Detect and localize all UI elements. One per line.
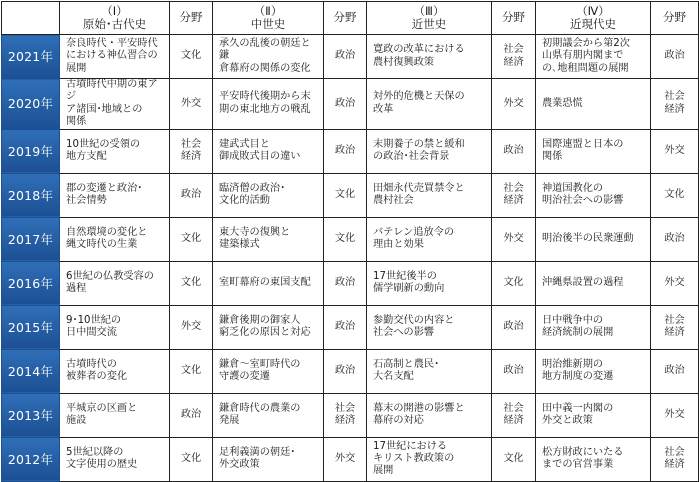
topic-cell-era-3: 参勤交代の内容と 社会への影響	[367, 305, 492, 349]
header-era-2-number: （Ⅱ）	[253, 3, 283, 18]
topic-cell-era-1: 古墳時代の 被葬者の変化	[60, 349, 170, 393]
table-header	[2, 2, 699, 35]
header-era-4-name: 近現代史	[570, 17, 616, 31]
year-cell: 2020年	[2, 79, 60, 130]
table-row	[2, 35, 699, 79]
field-cell-era-1: 文化	[170, 349, 213, 393]
topic-cell-era-4: 神道国教化の 明治社会への影響	[536, 173, 651, 217]
field-cell-era-3: 政治	[492, 129, 536, 173]
topic-cell-era-4: 明治後半の民衆運動	[536, 217, 651, 261]
header-field-2: 分野	[324, 2, 367, 35]
field-cell-era-1: 政治	[170, 173, 213, 217]
topic-cell-era-1: 10世紀の受領の 地方支配	[60, 129, 170, 173]
field-cell-era-1: 文化	[170, 437, 213, 481]
header-era-4-number: （Ⅳ）	[576, 3, 610, 18]
field-cell-era-1: 外交	[170, 79, 213, 130]
field-cell-era-1: 文化	[170, 35, 213, 79]
topic-cell-era-3: 17世紀後半の 儒学刷新の動向	[367, 261, 492, 305]
topic-cell-era-4: 沖縄県設置の過程	[536, 261, 651, 305]
field-cell-era-2: 文化	[324, 217, 367, 261]
topic-cell-era-4: 明治維新期の 地方制度の変遷	[536, 349, 651, 393]
header-corner-cell	[2, 2, 60, 35]
header-field-4: 分野	[651, 2, 699, 35]
exam-topics-table	[1, 1, 699, 482]
topic-cell-era-2: 足利義満の朝廷･ 外交政策	[213, 437, 324, 481]
header-era-1-name: 原始･古代史	[82, 17, 147, 31]
field-cell-era-1: 社会 経済	[170, 129, 213, 173]
topic-cell-era-3: 幕末の開港の影響と 幕府の対応	[367, 393, 492, 437]
header-row	[2, 2, 699, 35]
year-cell: 2013年	[2, 393, 60, 437]
topic-cell-era-2: 建武式目と 御成敗式目の違い	[213, 129, 324, 173]
header-era-1-number: （Ⅰ）	[101, 3, 128, 18]
year-cell: 2012年	[2, 437, 60, 481]
table-row	[2, 305, 699, 349]
topic-cell-era-1: 奈良時代・平安時代 における神仏習合の 展開	[60, 35, 170, 79]
field-cell-era-2: 外交	[324, 437, 367, 481]
field-cell-era-1: 外交	[170, 305, 213, 349]
topic-cell-era-2: 平安時代後期から末 期の東北地方の戦乱	[213, 79, 324, 130]
topic-cell-era-2: 東大寺の復興と 建築様式	[213, 217, 324, 261]
field-cell-era-1: 文化	[170, 217, 213, 261]
header-field-3: 分野	[492, 2, 536, 35]
field-cell-era-2: 社会 経済	[324, 393, 367, 437]
field-cell-era-3: 社会 経済	[492, 35, 536, 79]
field-cell-era-3: 外交	[492, 79, 536, 130]
field-cell-era-4: 社会 経済	[651, 79, 699, 130]
topic-cell-era-4: 日中戦争中の 経済統制の展開	[536, 305, 651, 349]
topic-cell-era-1: 自然環境の変化と 縄文時代の生業	[60, 217, 170, 261]
header-era-1	[60, 2, 170, 35]
header-era-4	[536, 2, 651, 35]
table-row	[2, 79, 699, 130]
topic-cell-era-2: 臨済僧の政治･ 文化的活動	[213, 173, 324, 217]
field-cell-era-1: 政治	[170, 393, 213, 437]
topic-cell-era-1: 古墳時代中期の東アジ ア諸国･地域との 関係	[60, 79, 170, 130]
year-cell: 2021年	[2, 35, 60, 79]
topic-cell-era-1: 5世紀以降の 文字使用の歴史	[60, 437, 170, 481]
topic-cell-era-1: 6世紀の仏教受容の 過程	[60, 261, 170, 305]
year-cell: 2014年	[2, 349, 60, 393]
field-cell-era-2: 政治	[324, 261, 367, 305]
field-cell-era-4: 社会 経済	[651, 437, 699, 481]
topic-cell-era-3: 寛政の改革における 農村復興政策	[367, 35, 492, 79]
field-cell-era-3: 文化	[492, 437, 536, 481]
field-cell-era-2: 政治	[324, 349, 367, 393]
field-cell-era-4: 外交	[651, 129, 699, 173]
table-row	[2, 261, 699, 305]
topic-cell-era-1: 平城京の区画と 施設	[60, 393, 170, 437]
topic-cell-era-3: バテレン追放令の 理由と効果	[367, 217, 492, 261]
topic-cell-era-3: 対外的危機と天保の 改革	[367, 79, 492, 130]
header-era-2-name: 中世史	[250, 17, 286, 31]
topic-cell-era-3: 石高制と農民･ 大名支配	[367, 349, 492, 393]
field-cell-era-4: 社会 経済	[651, 305, 699, 349]
field-cell-era-1: 文化	[170, 261, 213, 305]
topic-cell-era-2: 室町幕府の東国支配	[213, 261, 324, 305]
topic-cell-era-2: 鎌倉～室町時代の 守護の変遷	[213, 349, 324, 393]
field-cell-era-3: 社会 経済	[492, 173, 536, 217]
field-cell-era-2: 政治	[324, 79, 367, 130]
table-row	[2, 437, 699, 481]
field-cell-era-2: 政治	[324, 129, 367, 173]
topic-cell-era-4: 松方財政にいたる までの官営事業	[536, 437, 651, 481]
year-cell: 2016年	[2, 261, 60, 305]
field-cell-era-3: 社会 経済	[492, 393, 536, 437]
topic-cell-era-4: 国際連盟と日本の 関係	[536, 129, 651, 173]
topic-cell-era-2: 鎌倉後期の御家人 窮乏化の原因と対応	[213, 305, 324, 349]
header-era-3-number: （Ⅲ）	[413, 3, 445, 18]
field-cell-era-3: 外交	[492, 217, 536, 261]
field-cell-era-3: 政治	[492, 349, 536, 393]
field-cell-era-2: 政治	[324, 35, 367, 79]
header-era-2	[213, 2, 324, 35]
field-cell-era-4: 外交	[651, 393, 699, 437]
table-row	[2, 349, 699, 393]
topic-cell-era-4: 初期議会から第2次 山県有朋内閣まで の､地租問題の展開	[536, 35, 651, 79]
topic-cell-era-4: 田中義一内閣の 外交と政策	[536, 393, 651, 437]
field-cell-era-2: 政治	[324, 305, 367, 349]
year-cell: 2017年	[2, 217, 60, 261]
year-cell: 2015年	[2, 305, 60, 349]
topic-cell-era-3: 17世紀における キリスト教政策の 展開	[367, 437, 492, 481]
table-body	[2, 35, 699, 482]
field-cell-era-3: 政治	[492, 305, 536, 349]
header-era-3-name: 近世史	[411, 17, 447, 31]
field-cell-era-4: 文化	[651, 173, 699, 217]
table-row	[2, 217, 699, 261]
topic-cell-era-1: 9･10世紀の 日中間交流	[60, 305, 170, 349]
table-row	[2, 129, 699, 173]
year-cell: 2018年	[2, 173, 60, 217]
header-field-1: 分野	[170, 2, 213, 35]
year-cell: 2019年	[2, 129, 60, 173]
field-cell-era-2: 文化	[324, 173, 367, 217]
topic-cell-era-2: 鎌倉時代の農業の 発展	[213, 393, 324, 437]
header-era-3	[367, 2, 492, 35]
table-row	[2, 393, 699, 437]
topic-cell-era-3: 田畑永代売買禁令と 農村社会	[367, 173, 492, 217]
field-cell-era-4: 政治	[651, 349, 699, 393]
topic-cell-era-4: 農業恐慌	[536, 79, 651, 130]
field-cell-era-4: 政治	[651, 217, 699, 261]
field-cell-era-4: 政治	[651, 35, 699, 79]
field-cell-era-4: 外交	[651, 261, 699, 305]
topic-cell-era-1: 郡の変遷と政治･ 社会情勢	[60, 173, 170, 217]
topic-cell-era-2: 承久の乱後の朝廷と鎌 倉幕府の関係の変化	[213, 35, 324, 79]
field-cell-era-3: 文化	[492, 261, 536, 305]
table-row	[2, 173, 699, 217]
topic-cell-era-3: 末期養子の禁と緩和 の政治･社会背景	[367, 129, 492, 173]
